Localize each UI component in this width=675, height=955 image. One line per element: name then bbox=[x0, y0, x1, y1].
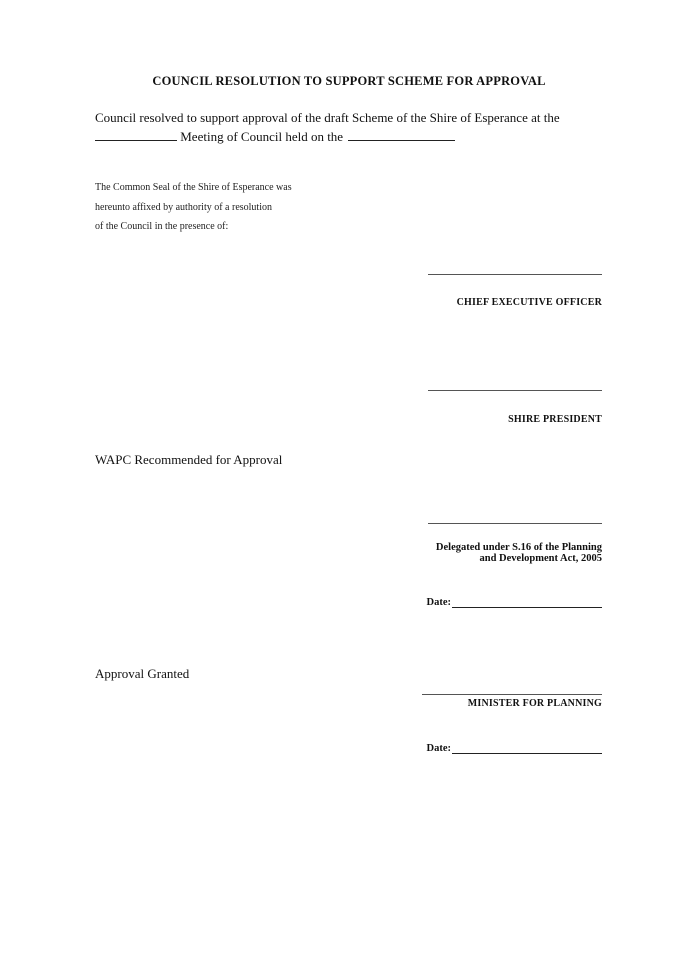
president-caption: SHIRE PRESIDENT bbox=[508, 414, 602, 425]
delegated-line-2: and Development Act, 2005 bbox=[479, 553, 602, 564]
resolution-mid-text: Meeting of Council held on the bbox=[180, 129, 344, 144]
delegated-line-1: Delegated under S.16 of the Planning bbox=[435, 542, 602, 553]
ceo-caption: CHIEF EXECUTIVE OFFICER bbox=[456, 297, 602, 308]
meeting-type-blank bbox=[95, 130, 177, 141]
seal-line-3: of the Council in the presence of: bbox=[95, 221, 229, 232]
document-title: COUNCIL RESOLUTION TO SUPPORT SCHEME FOR APPROVAL bbox=[152, 74, 546, 88]
meeting-date-blank bbox=[348, 130, 455, 141]
seal-line-1: The Common Seal of the Shire of Esperance was bbox=[95, 182, 292, 193]
seal-line-2: hereunto affixed by authority of a resolution bbox=[95, 201, 272, 213]
minister-date-row bbox=[427, 743, 603, 754]
approval-label: Approval Granted bbox=[95, 666, 190, 681]
minister-date-label: Date: bbox=[426, 743, 451, 754]
wapc-label: WAPC Recommended for Approval bbox=[95, 452, 283, 467]
minister-caption: MINISTER FOR PLANNING bbox=[467, 698, 602, 709]
delegated-caption bbox=[436, 542, 602, 564]
wapc-date-row bbox=[427, 597, 603, 608]
resolution-line-1: Council resolved to support approval of the draft Scheme of the Shire of Esperance at the bbox=[95, 110, 560, 125]
president-signature-line bbox=[428, 390, 602, 391]
resolution-line-2 bbox=[95, 129, 455, 145]
ceo-signature-line bbox=[428, 274, 602, 275]
common-seal-statement bbox=[95, 178, 292, 237]
wapc-date-field[interactable] bbox=[452, 597, 602, 608]
wapc-date-label: Date: bbox=[426, 597, 451, 608]
wapc-signature-line bbox=[428, 523, 602, 524]
minister-signature-line bbox=[422, 694, 602, 695]
minister-date-field[interactable] bbox=[452, 743, 602, 754]
